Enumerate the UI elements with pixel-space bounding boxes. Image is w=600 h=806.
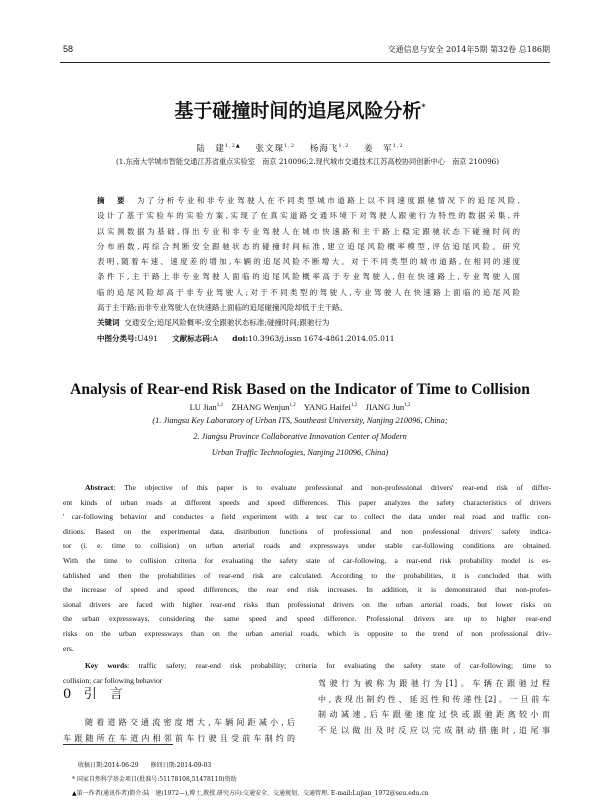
section-heading: 0 引 言 [63, 687, 123, 702]
english-affiliation-line: Urban Traffic Technologies, Nanjing 210096, China) [211, 448, 389, 457]
abstract-line: ers. [63, 643, 74, 653]
title-text: 基于碰撞时间的追尾风险分析 [174, 100, 422, 122]
body-line: 车跟随所在车道内相邻前车行驶且受前车制约的 [63, 733, 295, 743]
body-line: 随着道路交通流密度增大,车辆间距减小,后 [85, 718, 295, 727]
footnote-author-bio: ▲第一作者(通讯作者)简介:陆 建(1972—),博士,教授.研究方向:交通安全、交通规划、交通管理. E-mail:Lujian_1972@seu.edu.cn [72, 790, 429, 797]
english-title: Analysis of Rear-end Risk Based on the Indicator of Time to Collision [70, 381, 530, 398]
right-column [318, 676, 550, 738]
author: 张文琛$^{1,2}$ [255, 143, 296, 154]
abstract-line: 表明,随着车速、速度差的增加,车辆的追尾风险不断增大。对于不同类型的城市道路,在相同的速度 [97, 257, 520, 267]
author: ZHANG Wenjun$^{1,2}$ [231, 402, 296, 412]
body-line: 中,表现出制约性、延迟性和传递性[2]。一旦前车 [318, 694, 550, 704]
author: 姜 军$^{1,2}$ [364, 143, 404, 154]
header-rule [60, 62, 550, 63]
body-line: 驾驶行为被称为跟驰行为[1]。车辆在跟驰过程 [318, 679, 550, 688]
abstract-line: risks on the urban expressways than on the urban arterial roads, which is opposite to the trend of non professional driv- [63, 628, 551, 638]
chinese-affiliation: (1.东南大学城市智能交通江苏省重点实验室 南京 210096;2.现代城市交通技术江苏高校协同创新中心 南京 210096) [115, 157, 500, 166]
keywords-en: Key words: traffic safety; rear-end risk probability; criteria for evaluating the safety state of car-following; time to [85, 661, 551, 671]
footnote-dates: 收稿日期:2014-06-29 修回日期:2014-09-03 [78, 762, 212, 769]
abstract-line: 条件下,主干路上非专业驾驶人面临的追尾风险概率高于专业驾驶人,但在快速路上,专业驾驶人面 [97, 272, 520, 282]
abstract-line: ditions. Based on the experimental data, distribution functions of professional and non professional drivers' safety indica- [63, 526, 551, 536]
chinese-authors [0, 142, 600, 154]
abstract-line: the urban expressways, considering the same speed and speed difference. Professional drivers are up to higher rear-end [63, 614, 551, 624]
keywords-cn: 关键词 交通安全;追尾风险概率;安全跟驰状态标准;碰撞时间;跟驰行为 [97, 318, 330, 328]
abstract-line: 摘 要 为了分析专业和非专业驾驶人在不同类型城市道路上以不同速度跟驰情况下的追尾风险, [97, 196, 520, 205]
abstract-line: the increase of speed and speed differences, the rear end risk increases. In addition, it is demonstrated that non-profes- [63, 585, 551, 595]
abstract-line: sional drivers are faced with higher rear-end risks than professional drivers on the urban arterial roads, but lower risks on [63, 599, 551, 609]
english-abstract [63, 481, 551, 688]
abstract-line: 临的追尾风险却高于非专业驾驶人;对于不同类型的驾驶人,专业驾驶人在快速路上面临的追尾风险 [97, 287, 520, 297]
author: 杨海飞$^{1,2}$ [309, 143, 350, 154]
abstract-line: tor (i. e. time to collision) on urban arterial roads and expressways under stable car-following conditions are obtained. [63, 541, 551, 551]
footnote-rule [63, 744, 173, 745]
classification-line: 中图分类号:U491 文献标志码:A doi:10.3963/j.issn 1674-4861.2014.05.011 [97, 333, 395, 343]
abstract-line: Abstract: The objective of this paper is to evaluate professional and non-professional drivers' rear-end risk of differ- [85, 483, 551, 492]
page-number: 58 [63, 44, 74, 54]
chinese-title [0, 96, 600, 123]
left-column [63, 715, 295, 746]
english-authors [0, 402, 600, 412]
english-affiliation-line: (1. Jiangsu Key Laboratory of Urban ITS, Southeast University, Nanjing 210096, China; [152, 416, 448, 425]
abstract-line: 高于主干路;而非专业驾驶人在快速路上面临的追尾碰撞风险却低于主干路。 [97, 303, 348, 313]
footnote-funding: * 国家自然科学基金项目(批准号:51178108,51478110)资助 [72, 776, 237, 783]
abstract-line: 分布函数,再综合判断安全跟驰状态的碰撞时间标准,建立追尾风险概率模型,评估追尾风险。研究 [97, 241, 520, 251]
abstract-line: With the time to collision criteria for evaluating the safety state of car-following, a rear-end risk probability model is es- [63, 555, 551, 565]
title-footnote-mark: * [421, 101, 426, 112]
author: YANG Haifei$^{1,2}$ [303, 402, 358, 412]
running-header [63, 44, 550, 58]
journal-info: 交通信息与安全 2014年5期 第32卷 总186期 [387, 45, 550, 54]
abstract-line: ' car-following behavior and conductes a field experiment with a test car to collect the data under real road and traffic con- [63, 512, 551, 522]
body-line: 不足以做出及时反应以完成制动措施时,追尾事 [318, 725, 550, 735]
abstract-line: 设计了基于实验车的实验方案,实现了在真实道路交通环境下对驾驶人跟驰行为特性的数据采集,并 [97, 211, 520, 221]
keywords-en-cont: collision; car following behavior [63, 675, 163, 685]
english-affiliation-line: 2. Jiangsu Province Collaborative Innovation Center of Modern [193, 432, 407, 441]
author: LU Jian$^{1,2}$ [189, 402, 224, 412]
abstract-line: tablished and then the probabilities of rear-end risk are calculated. According to the probabilities, it is concluded that with [63, 570, 551, 580]
body-line: 制动减速,后车跟驰速度过快或跟驰距离较小而 [318, 710, 550, 719]
abstract-line: 以实测数据为基础,得出专业和非专业驾驶人在城市快速路和主干路上稳定跟驰状态下碰撞时间的 [97, 226, 520, 236]
author: 陆 建$^{1,2▲}$ [196, 143, 241, 154]
chinese-abstract [97, 193, 520, 346]
author: JIANG Jun$^{1,2}$ [365, 402, 411, 412]
abstract-line: ent kinds of urban roads at different speeds and speed differences. This paper analyzes the safety characteristics of drivers [63, 497, 551, 507]
